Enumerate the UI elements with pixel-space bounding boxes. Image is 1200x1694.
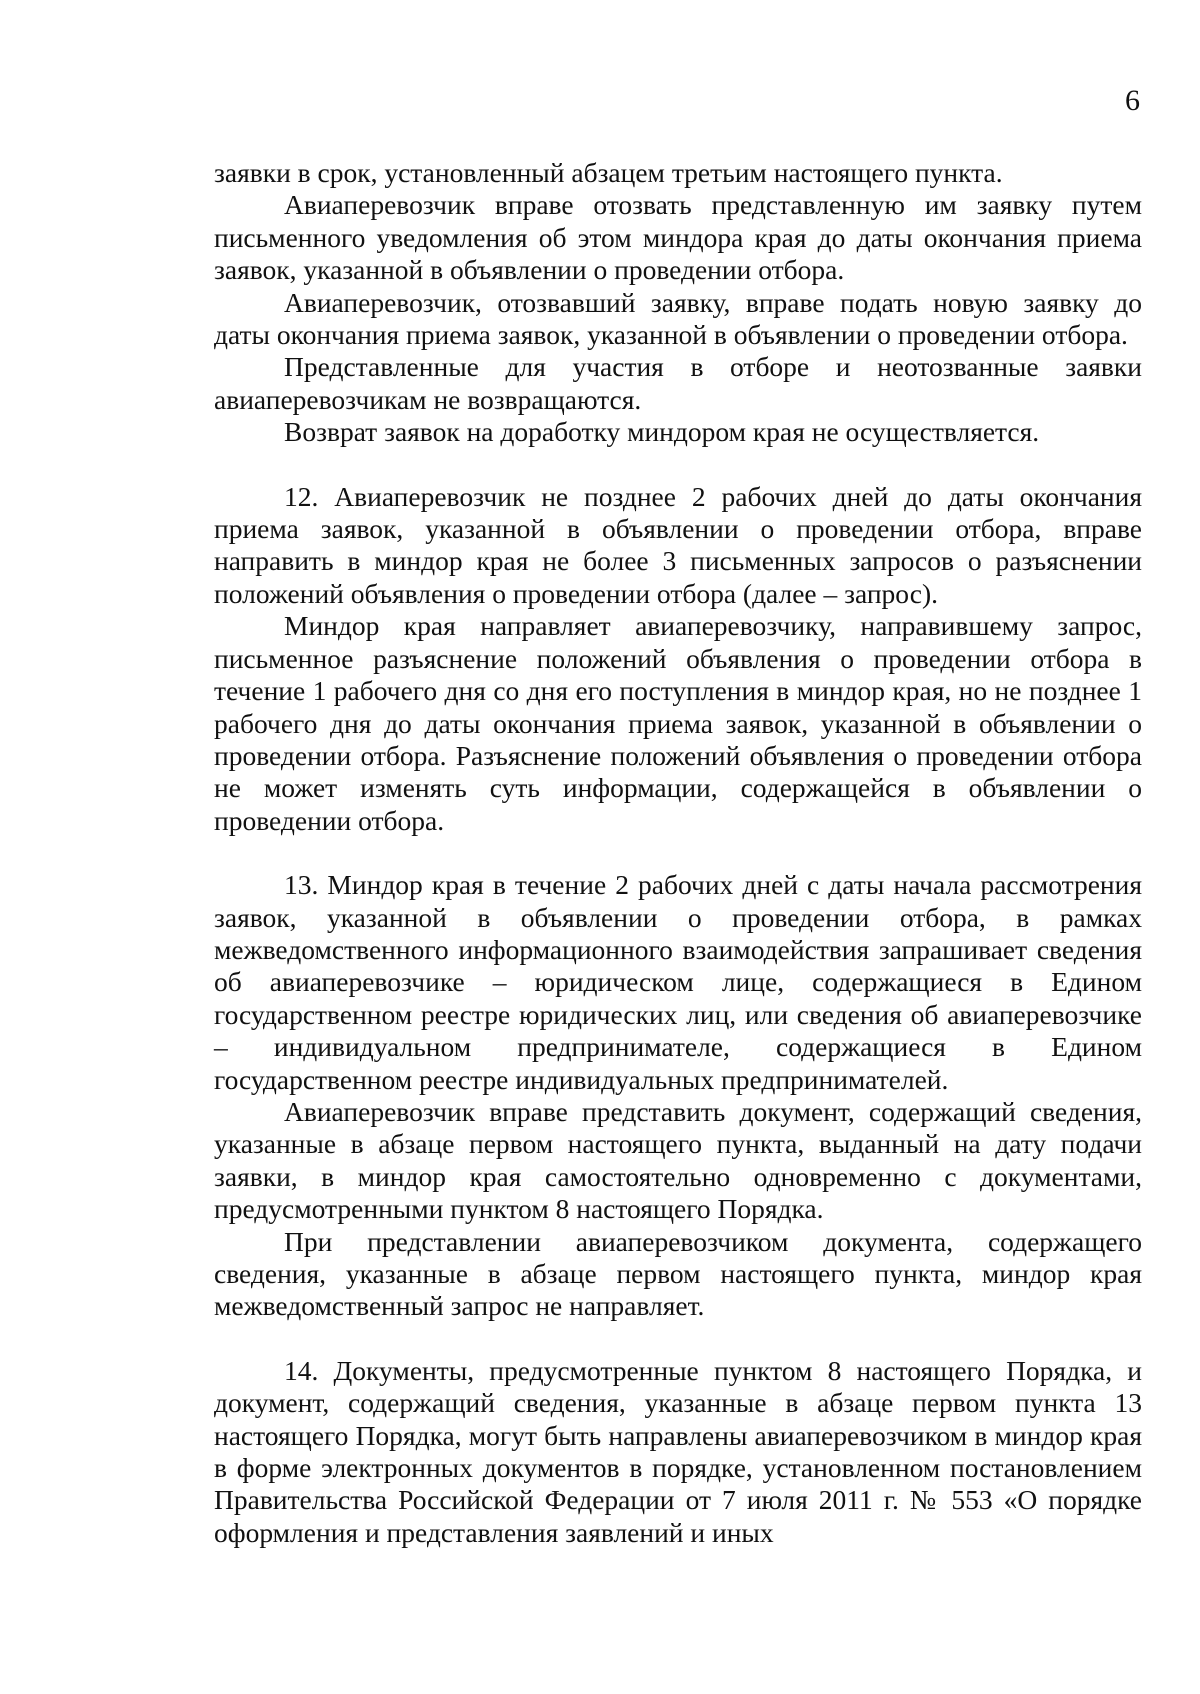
paragraph-no-request: При представлении авиаперевозчиком документа, содержащего сведения, указанные в абзаце первом настоящего пункта, миндор края межведомственный запрос не направляет. — [214, 1225, 1142, 1322]
document-body — [214, 157, 1142, 1549]
paragraph-withdraw-application: Авиаперевозчик вправе отозвать представленную им заявку путем письменного уведомления об этом миндора края до даты окончания приема заявок, указанной в объявлении о проведении отбора. — [214, 189, 1142, 286]
paragraph-continuation: заявки в срок, установленный абзацем третьим настоящего пункта. — [214, 157, 1003, 188]
paragraph-clause-12: 12. Авиаперевозчик не позднее 2 рабочих дней до даты окончания приема заявок, указанной в объявлении о проведении отбора, вправе направить в миндор края не более 3 письменных запросов о разъяснении положений объявления о проведении отбора (далее – запрос). — [214, 480, 1142, 609]
paragraph-clarification: Миндор края направляет авиаперевозчику, направившему запрос, письменное разъяснение положений объявления о проведении отбора в течение 1 рабочего дня со дня его поступления в миндор края, но не позднее 1 рабочего дня до даты окончания приема заявок, указанной в объявлении о проведении отбора. Разъяснение положений объявления о проведении отбора не может изменять суть информации, содержащейся в объявлении о проведении отбора. — [214, 610, 1142, 836]
paragraph-not-returned: Представленные для участия в отборе и неотозванные заявки авиаперевозчикам не возвращаются. — [214, 351, 1142, 415]
paragraph-clause-14: 14. Документы, предусмотренные пунктом 8 настоящего Порядка, и документ, содержащий сведения, указанные в абзаце первом пункта 13 настоящего Порядка, могут быть направлены авиаперевозчиком в миндор края в форме электронных документов в порядке, установленном постановлением Правительства Российской Федерации от 7 июля 2011 г. № 553 «О порядке оформления и представления заявлений и иных — [214, 1354, 1142, 1548]
paragraph-clause-13: 13. Миндор края в течение 2 рабочих дней с даты начала рассмотрения заявок, указанной в объявлении о проведении отбора, в рамках межведомственного информационного взаимодействия запрашивает сведения об авиаперевозчике – юридическом лице, содержащиеся в Едином государственном реестре юридических лиц, или сведения об авиаперевозчике – индивидуальном предпринимателе, содержащиеся в Едином государственном реестре индивидуальных предпринимателей. — [214, 869, 1142, 1095]
paragraph-no-revision: Возврат заявок на доработку миндором края не осуществляется. — [284, 416, 1040, 448]
page-number: 6 — [1125, 84, 1140, 117]
paragraph-new-application: Авиаперевозчик, отозвавший заявку, вправе подать новую заявку до даты окончания приема заявок, указанной в объявлении о проведении отбора. — [214, 286, 1142, 351]
paragraph-document-submission: Авиаперевозчик вправе представить документ, содержащий сведения, указанные в абзаце первом настоящего пункта, выданный на дату подачи заявки, в миндор края самостоятельно одновременно с документами, предусмотренными пунктом 8 настоящего Порядка. — [214, 1095, 1142, 1225]
